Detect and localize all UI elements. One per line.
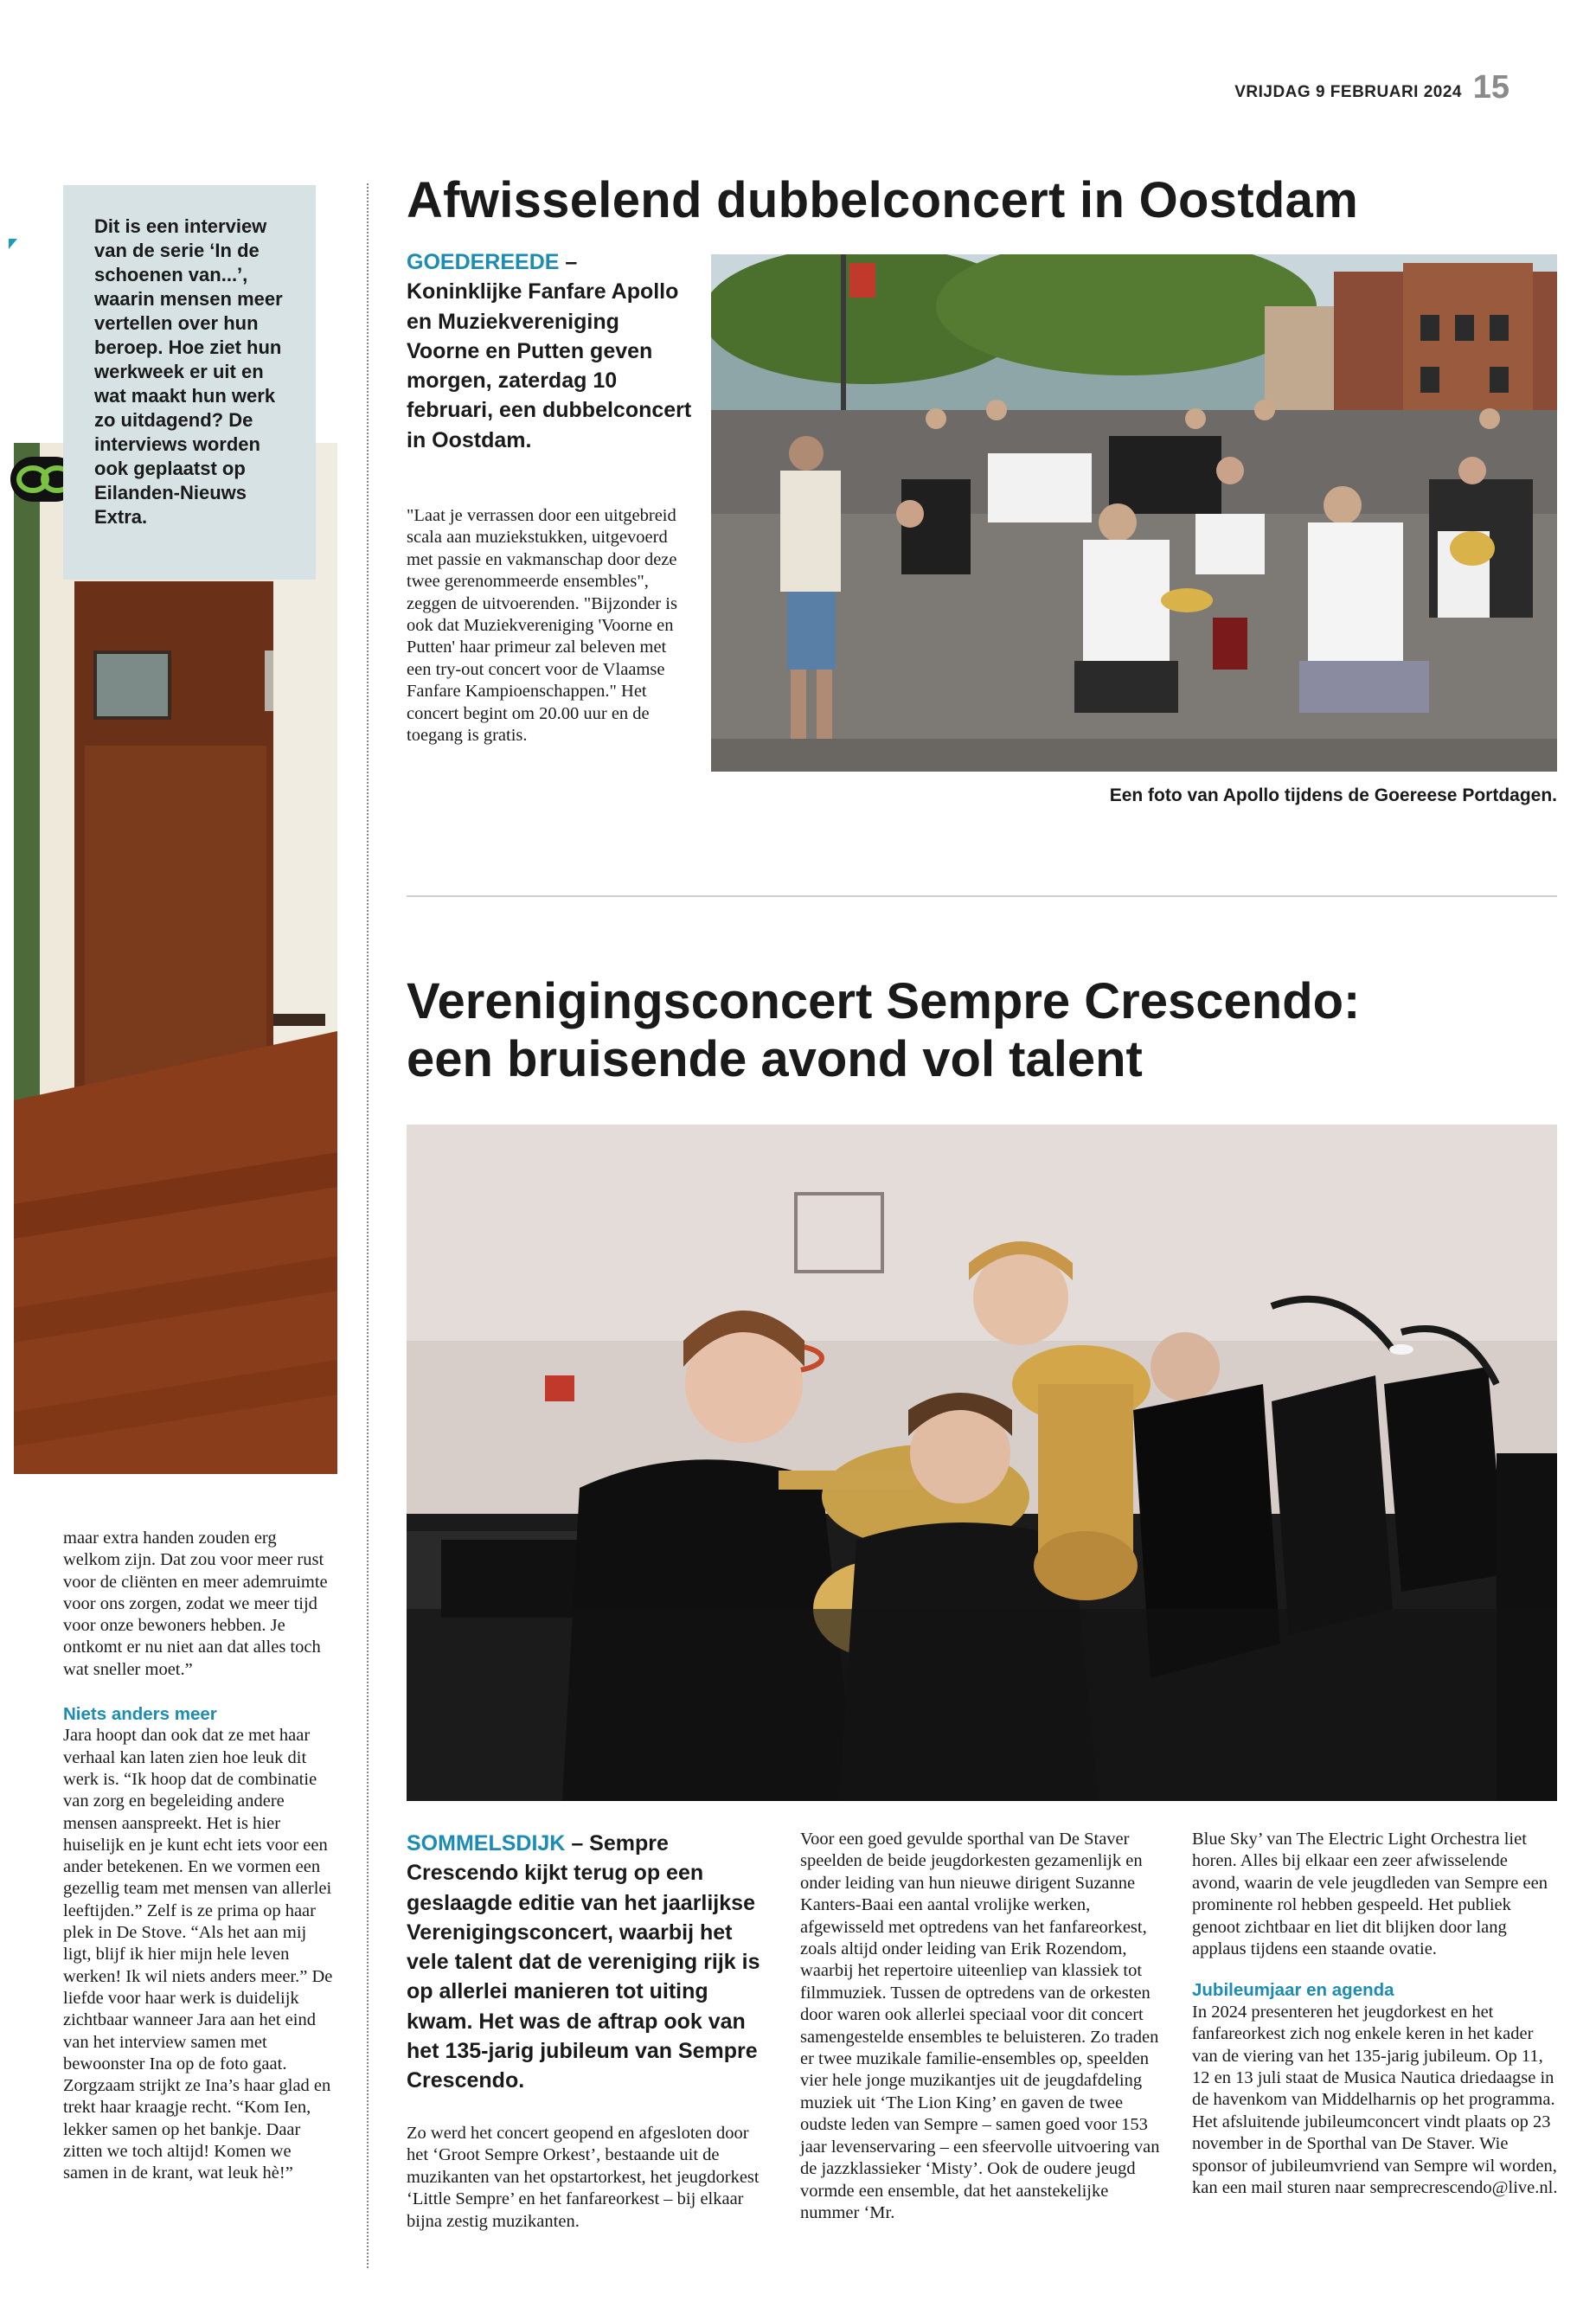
article2-lead [407, 1829, 770, 2096]
article2-headline-line2: een bruisende avond vol talent [407, 1031, 1143, 1087]
page-number: 15 [1472, 69, 1509, 106]
apollo-band-photo [711, 254, 1557, 772]
article2-column3-body: Blue Sky’ van The Electric Light Orchestra liet horen. Alles bij elkaar een zeer afwisselende avond, waarin de vele jeugdleden van Sempre een prominente rol hebben gespeeld. Het publiek genoot zichtbaar en liet dit blijken door lang applaus tijdens een staande ovatie. [1192, 1830, 1548, 1959]
article2-column2-body: Voor een goed gevulde sporthal van De Staver speelden de beide jeugdorkesten gezamenlijk en onder leiding van hun nieuwe dirigent Suzanne Kanters-Baai een aantal vrolijke werken, afgewisseld met optredens van het fanfareorkest, zoals altijd onder leiding van Erik Rozendom, waarbij het repertoire uiteenliep van klassiek tot filmmuziek. Tussen de optredens van de orkesten door waren ook allerlei speciaal voor dit concert samengestelde ensembles te beluisteren. Zo traden er twee muzikale familie-ensembles op, speelden vier hele jonge muzikantjes uit de jeugdafdeling muziek uit ‘The Lion King’ en gaven de twee oudste leden van Sempre – samen goed voor 153 jaar levenservaring – een sfeervolle uitvoering van de jazzklassieker ‘Misty’. Ook de oudere jeugd vormde een ensemble, dat het aanstekelijke nummer ‘Mr. [800, 1830, 1160, 2222]
series-info-box: Dit is een interview van de serie ‘In de schoenen van...’, waarin mensen meer vertellen over hun beroep. Hoe ziet hun werkweek er uit en wat maakt hun werk zo uitdagend? De interviews worden ook geplaatst op Eilanden-Nieuws Extra. [63, 185, 316, 580]
article1-lead-text: – Koninklijke Fanfare Apollo en Muziekvereniging Voorne en Putten geven morgen, zaterdag 10 februari, een dubbelconcert in Oostdam. [407, 250, 692, 452]
interview-subheading: Niets anders meer [63, 1704, 217, 1725]
article2-headline [407, 972, 1557, 1088]
apollo-photo-caption: Een foto van Apollo tijdens de Goereese Portdagen. [1109, 785, 1557, 805]
article2-subheading: Jubileumjaar en agenda [1192, 1980, 1394, 2001]
article1-body: "Laat je verrassen door een uitgebreid scala aan muziekstukken, uitgevoerd met passie en vakmanschap door deze twee gerenommeerde ensembles", zeggen de uitvoerenden. "Bijzonder is ook dat Muziekvereniging 'Voorne en Putten' haar primeur zal beleven met een try-out concert voor de Vlaamse Fanfare Kampioenschappen." Het concert begint om 20.00 uur en de toegang is gratis. [407, 506, 677, 746]
sempre-crescendo-photo [407, 1125, 1557, 1801]
article2-dateline: SOMMELSDIJK [407, 1831, 566, 1856]
article2-column3-body2: In 2024 presenteren het jeugdorkest en het fanfareorkest zich nog enkele keren in het kader van de viering van het 135-jarig jubileum. Op 11, 12 en 13 juli staat de Musica Nautica driedaagse in de havenkom van Middelharnis op het programma. Het afsluitende jubileumconcert vindt plaats op 23 november in de Sporthal van De Staver. Wie sponsor of jubileumvriend van Sempre wil worden, kan een mail sturen naar semprecrescendo@live.nl. [1192, 2002, 1558, 2197]
section-marker [9, 239, 17, 249]
article1-lead [407, 247, 692, 455]
column-divider [367, 183, 369, 2268]
interview-continuation [63, 1528, 333, 2185]
article-separator [407, 895, 1557, 897]
article1-dateline: GOEDEREEDE [407, 250, 560, 274]
article2-column1-body: Zo werd het concert geopend en afgesloten door het ‘Groot Sempre Orkest’, bestaande uit de muzikanten van het opstartorkest, het jeugdorkest ‘Little Sempre’ en het fanfareorkest – bij elkaar bijna zestig muzikanten. [407, 2124, 760, 2231]
interview-photo [14, 443, 337, 1474]
issue-date: VRIJDAG 9 FEBRUARI 2024 [1234, 83, 1462, 101]
article1-headline: Afwisselend dubbelconcert in Oostdam [407, 172, 1359, 228]
article2-lead-text: – Sempre Crescendo kijkt terug op een geslaagde editie van het jaarlijkse Verenigingsconcert, waarbij het vele talent dat de vereniging rijk is op allerlei manieren tot uiting kwam. Het was de aftrap ook van het 135-jarig jubileum van Sempre Crescendo. [407, 1831, 760, 2093]
interview-paragraph: Jara hoopt dan ook dat ze met haar verhaal kan laten zien hoe leuk dit werk is. “Ik hoop dat de combinatie van zorg en begeleiding andere mensen aanspreekt. Het is hier huiselijk en je kunt echt iets voor een ander betekenen. En we vormen een gezellig team met mensen van allerlei leeftijden.” Zelf is ze prima op haar plek in De Stove. “Als het aan mij ligt, blijf ik hier mijn hele leven werken! Ik wil niets anders meer.” De liefde voor haar werk is duidelijk zichtbaar wanneer Jara aan het eind van het interview samen met bewoonster Ina op de foto gaat. Zorgzaam strijkt ze Ina’s haar glad en trekt haar kraagje recht. “Kom Ien, lekker samen op het bankje. Daar zitten we toch altijd! Komen we samen in de krant, wat leuk hè!” [63, 1726, 333, 2183]
interview-paragraph: maar extra handen zouden erg welkom zijn. Dat zou voor meer rust voor de cliënten en meer ademruimte voor ons zorgen, zodat we meer tijd voor onze bewoners hebben. Je ontkomt er nu niet aan dat alles toch wat sneller moet.” [63, 1529, 328, 1679]
article2-column3 [1192, 1829, 1560, 2199]
article2-headline-line1: Verenigingsconcert Sempre Crescendo: [407, 973, 1361, 1029]
